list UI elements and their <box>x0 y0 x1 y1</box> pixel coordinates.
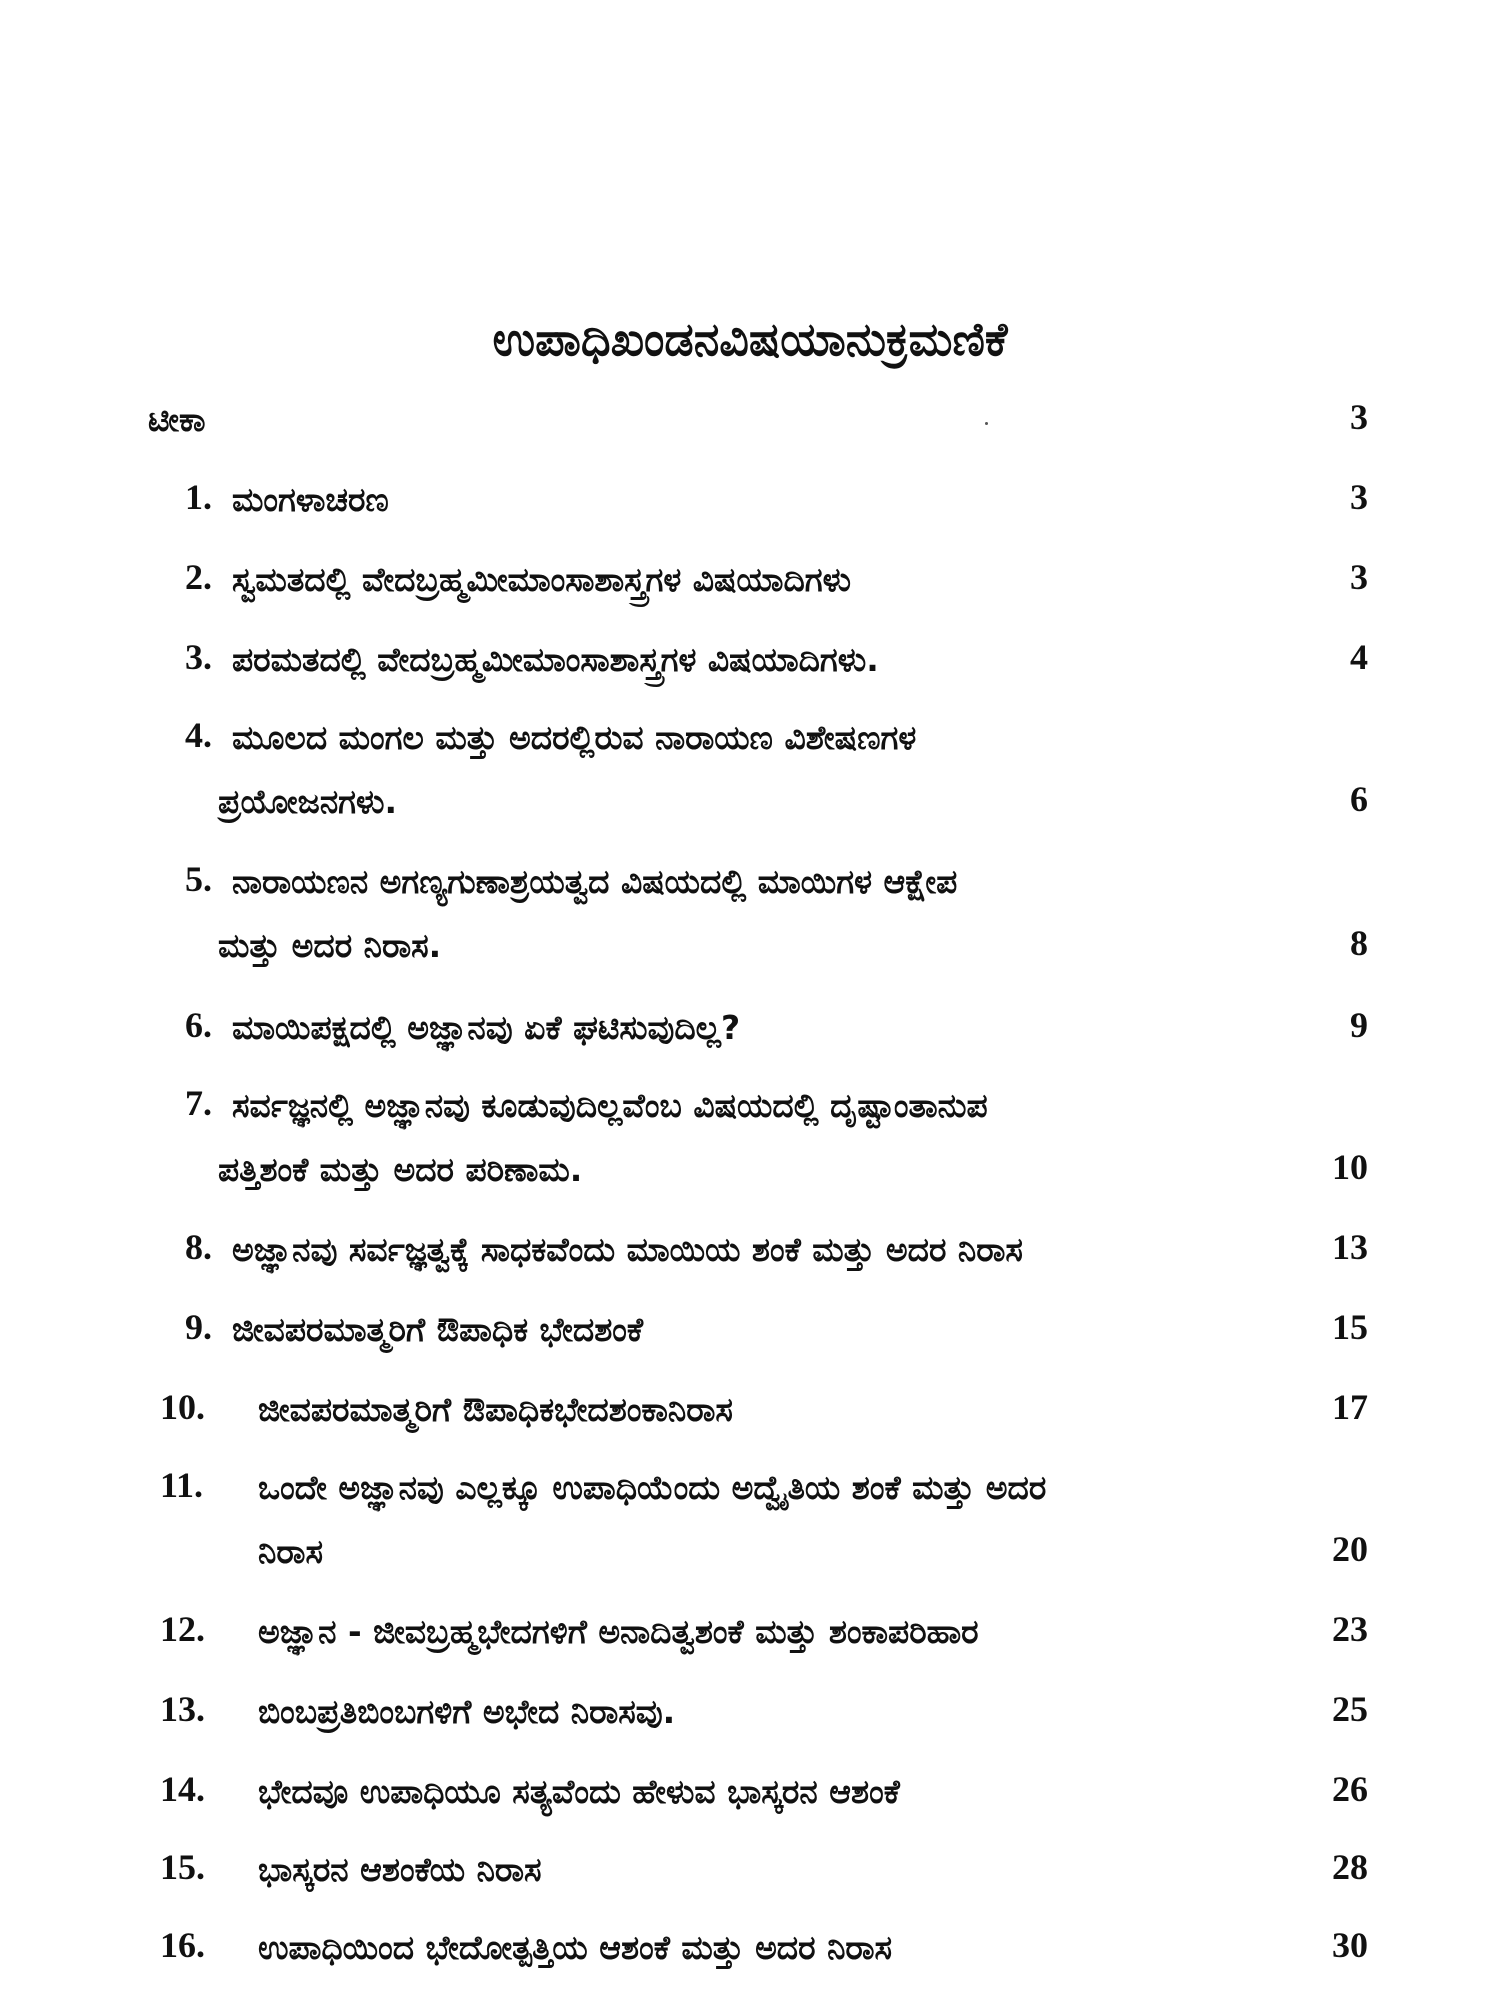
entry-number: 14. <box>160 1769 205 1809</box>
entry-number: 10. <box>160 1387 205 1427</box>
entry-title: ಮಂಗಳಾಚರಣ <box>232 480 389 519</box>
entry-title-continuation: ನಿರಾಸ <box>258 1532 323 1571</box>
entry-page-number: 8 <box>1350 923 1368 963</box>
entry-page-number: 26 <box>1332 1769 1368 1809</box>
entry-title: ನಾರಾಯಣನ ಅಗಣ್ಯಗುಣಾಶ್ರಯತ್ವದ ವಿಷಯದಲ್ಲಿ ಮಾಯಿಗಳ ಆಕ್ಷೇಪ <box>232 862 958 901</box>
toc-entry <box>0 477 1500 540</box>
entry-title: ಮಾಯಿಪಕ್ಷದಲ್ಲಿ ಅಜ್ಞಾನವು ಏಕೆ ಘಟಿಸುವುದಿಲ್ಲ? <box>232 1008 741 1047</box>
toc-entry <box>0 1689 1500 1752</box>
entry-title-continuation: ಮತ್ತು ಅದರ ನಿರಾಸ. <box>218 926 442 965</box>
entry-page-number: 10 <box>1332 1147 1368 1187</box>
entry-title: ಉಪಾಧಿಯಿಂದ ಭೇದೋತ್ಪತ್ತಿಯ ಆಶಂಕೆ ಮತ್ತು ಅದರ ನಿರಾಸ <box>258 1928 893 1967</box>
entry-page-number: 23 <box>1332 1609 1368 1649</box>
entry-title-continuation: ಪತ್ತಿಶಂಕೆ ಮತ್ತು ಅದರ ಪರಿಣಾಮ. <box>218 1150 583 1189</box>
toc-entry <box>0 1847 1500 1910</box>
entry-number: 12. <box>160 1609 205 1649</box>
entry-title: ಸ್ವಮತದಲ್ಲಿ ವೇದಬ್ರಹ್ಮಮೀಮಾಂಸಾಶಾಸ್ತ್ರಗಳ ವಿಷಯಾದಿಗಳು <box>232 560 852 599</box>
entry-number: 13. <box>160 1689 205 1729</box>
entry-page-number: 3 <box>1350 397 1368 437</box>
entry-page-number: 30 <box>1332 1925 1368 1965</box>
toc-entry <box>0 1307 1500 1370</box>
entry-title: ಸರ್ವಜ್ಞನಲ್ಲಿ ಅಜ್ಞಾನವು ಕೂಡುವುದಿಲ್ಲವೆಂಬ ವಿಷಯದಲ್ಲಿ ದೃಷ್ಟಾಂತಾನುಪ <box>232 1086 988 1125</box>
toc-entry <box>0 1465 1500 1571</box>
entry-page-number: 25 <box>1332 1689 1368 1729</box>
entry-number: 11. <box>160 1465 204 1505</box>
entry-title: ಅಜ್ಞಾನವು ಸರ್ವಜ್ಞತ್ವಕ್ಕೆ ಸಾಧಕವೆಂದು ಮಾಯಿಯ ಶಂಕೆ ಮತ್ತು ಅದರ ನಿರಾಸ <box>232 1230 1023 1269</box>
toc-entry <box>0 1387 1500 1450</box>
toc-entry <box>0 1227 1500 1290</box>
entry-title: ಪರಮತದಲ್ಲಿ ವೇದಬ್ರಹ್ಮಮೀಮಾಂಸಾಶಾಸ್ತ್ರಗಳ ವಿಷಯಾದಿಗಳು. <box>232 640 879 679</box>
entry-page-number: 9 <box>1350 1005 1368 1045</box>
toc-entry <box>0 637 1500 700</box>
entry-title: ಭೇದವೂ ಉಪಾಧಿಯೂ ಸತ್ಯವೆಂದು ಹೇಳುವ ಭಾಸ್ಕರನ ಆಶಂಕೆ <box>258 1772 900 1811</box>
entry-page-number: 4 <box>1350 637 1368 677</box>
toc-entry <box>0 1769 1500 1832</box>
entry-page-number: 6 <box>1350 779 1368 819</box>
toc-entry <box>0 1925 1500 1988</box>
entry-page-number: 28 <box>1332 1847 1368 1887</box>
entry-page-number: 3 <box>1350 477 1368 517</box>
toc-entry <box>0 859 1500 965</box>
entry-title: ಜೀವಪರಮಾತ್ಮರಿಗೆ ಔಪಾಧಿಕ ಭೇದಶಂಕೆ <box>232 1310 644 1349</box>
toc-entry <box>0 1083 1500 1189</box>
entry-number: 6. <box>185 1005 212 1045</box>
entry-number: 8. <box>185 1227 212 1267</box>
entry-page-number: 13 <box>1332 1227 1368 1267</box>
entry-number: 4. <box>185 715 212 755</box>
entry-title: ಒಂದೇ ಅಜ್ಞಾನವು ಎಲ್ಲಕ್ಕೂ ಉಪಾಧಿಯೆಂದು ಅದ್ವೈತಿಯ ಶಂಕೆ ಮತ್ತು ಅದರ <box>258 1468 1047 1507</box>
toc-entry <box>0 1609 1500 1672</box>
entry-title: ಜೀವಪರಮಾತ್ಮರಿಗೆ ಔಪಾಧಿಕಭೇದಶಂಕಾನಿರಾಸ <box>258 1390 733 1429</box>
entry-number: 16. <box>160 1925 205 1965</box>
entry-page-number: 15 <box>1332 1307 1368 1347</box>
entry-number: 15. <box>160 1847 205 1887</box>
entry-number: 5. <box>185 859 212 899</box>
entry-number: 7. <box>185 1083 212 1123</box>
toc-entry <box>0 557 1500 620</box>
entry-number: 9. <box>185 1307 212 1347</box>
entry-number: 1. <box>185 477 212 517</box>
entry-title: ಭಾಸ್ಕರನ ಆಶಂಕೆಯ ನಿರಾಸ <box>258 1850 542 1889</box>
toc-entry <box>0 397 1500 460</box>
page-title: ಉಪಾಧಿಖಂಡನವಿಷಯಾನುಕ್ರಮಣಿಕೆ <box>492 312 1008 366</box>
entry-title: ಮೂಲದ ಮಂಗಲ ಮತ್ತು ಅದರಲ್ಲಿರುವ ನಾರಾಯಣ ವಿಶೇಷಣಗಳ <box>232 718 917 757</box>
entry-number: 2. <box>185 557 212 597</box>
entry-page-number: 17 <box>1332 1387 1368 1427</box>
entry-title: ಟೀಕಾ <box>148 400 206 439</box>
entry-title-continuation: ಪ್ರಯೋಜನಗಳು. <box>218 782 397 821</box>
toc-entry <box>0 1005 1500 1068</box>
entry-number: 3. <box>185 637 212 677</box>
toc-entry <box>0 715 1500 821</box>
entry-title: ಅಜ್ಞಾನ - ಜೀವಬ್ರಹ್ಮಭೇದಗಳಿಗೆ ಅನಾದಿತ್ವಶಂಕೆ ಮತ್ತು ಶಂಕಾಪರಿಹಾರ <box>258 1612 979 1651</box>
entry-title: ಬಿಂಬಪ್ರತಿಬಿಂಬಗಳಿಗೆ ಅಭೇದ ನಿರಾಸವು. <box>258 1692 676 1731</box>
entry-page-number: 20 <box>1332 1529 1368 1569</box>
entry-page-number: 3 <box>1350 557 1368 597</box>
